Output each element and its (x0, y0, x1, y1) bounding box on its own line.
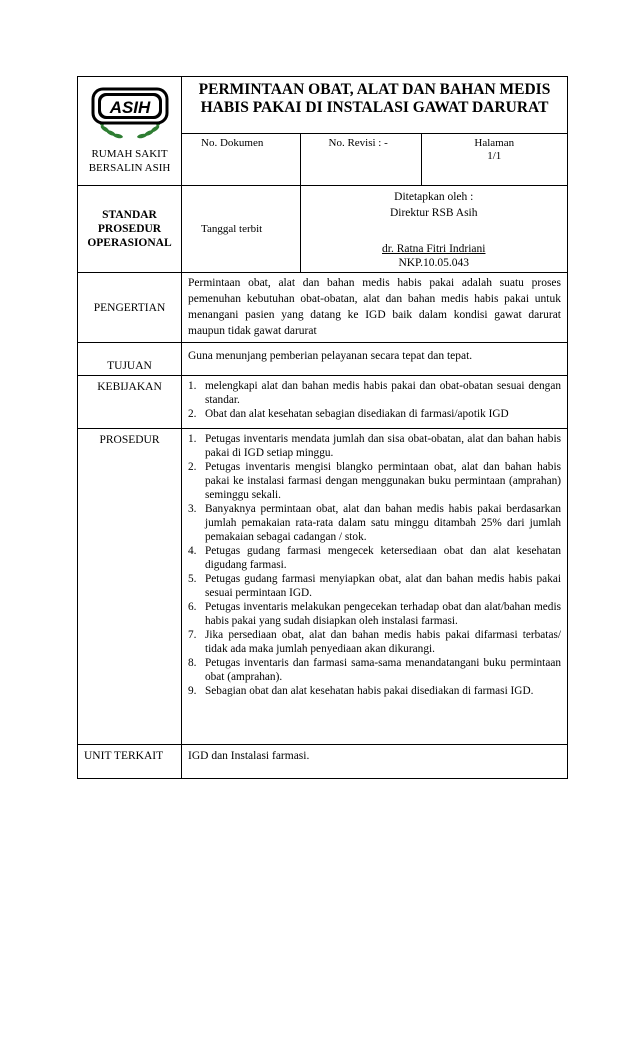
issuance-block (182, 186, 568, 273)
list-item: 6. Petugas inventaris melakukan pengecekan terhadap obat dan alat/bahan medis habis pakai yang sudah disiapkan oleh instalasi farmasi. (188, 601, 561, 627)
no-dokumen-label: No. Dokumen (201, 137, 264, 149)
direktur-label: Direktur RSB Asih (389, 207, 478, 219)
hospital-identity-cell (78, 77, 182, 186)
sop-line-2: PROSEDUR (97, 223, 162, 235)
sop-label-cell (78, 186, 182, 273)
list-item: 2. Obat dan alat kesehatan sebagian disediakan di farmasi/apotik IGD (188, 408, 509, 420)
signature-cell (300, 186, 567, 272)
document-title: PERMINTAAN OBAT, ALAT DAN BAHAN MEDIS HABIS PAKAI DI INSTALASI GAWAT DARURAT (198, 81, 551, 116)
org-line-1: RUMAH SAKIT (91, 148, 168, 160)
prosedur-label: PROSEDUR (78, 429, 182, 745)
kebijakan-label: KEBIJAKAN (78, 376, 182, 429)
signer-name: dr. Ratna Fitri Indriani (382, 243, 486, 255)
halaman-cell (421, 134, 567, 186)
document-info-row (182, 133, 567, 185)
unit-terkait-text: IGD dan Instalasi farmasi. (182, 745, 568, 779)
pengertian-text: Permintaan obat, alat dan bahan medis habis pakai adalah suatu proses pemenuhan kebutuhan obat-obatan, alat dan bahan medis habis pakai untuk menangani pasien yang datang ke IGD baik dalam kondisi gawat darurat maupun tidak gawat darurat (182, 273, 568, 343)
organization-name (78, 147, 181, 175)
tujuan-text: Guna menunjang pemberian pelayanan secara tepat dan tepat. (182, 343, 568, 376)
sop-document-table (77, 76, 568, 779)
signer-nkp: NKP.10.05.043 (398, 257, 470, 269)
halaman-value: 1/1 (487, 150, 502, 162)
kebijakan-cell (182, 376, 568, 429)
halaman-label: Halaman (474, 137, 515, 149)
svg-text:ASIH: ASIH (109, 98, 151, 117)
unit-terkait-label: UNIT TERKAIT (78, 745, 182, 779)
ditetapkan-label: Ditetapkan oleh : (394, 191, 474, 203)
kebijakan-list (188, 379, 561, 421)
title-block (182, 77, 568, 186)
org-line-2: BERSALIN ASIH (88, 162, 171, 174)
no-revisi-label: No. Revisi : - (300, 134, 421, 186)
list-item: 9. Sebagian obat dan alat kesehatan habis pakai disediakan di farmasi IGD. (188, 685, 534, 697)
sop-line-1: STANDAR (102, 209, 157, 221)
pengertian-label: PENGERTIAN (78, 273, 182, 343)
sop-line-3: OPERASIONAL (87, 237, 172, 249)
prosedur-list (188, 432, 561, 698)
list-item: 2. Petugas inventaris mengisi blangko permintaan obat, alat dan bahan habis pakai ke instalasi farmasi dengan menggunakan buku permintaan (amprahan) seminggu sekali. (188, 461, 561, 501)
prosedur-cell (182, 429, 568, 745)
tujuan-label: TUJUAN (78, 343, 182, 376)
hospital-logo (87, 83, 173, 141)
list-item: 5. Petugas gudang farmasi menyiapkan obat, alat dan bahan medis habis pakai sesuai permintaan IGD. (188, 573, 561, 599)
list-item: 3. Banyaknya permintaan obat, alat dan bahan medis habis pakai berdasarkan jumlah pemakaian rata-rata dalam satu minggu ditambah 25% dari jumlah pemakaian sebagai cadangan / stok. (188, 503, 561, 543)
list-item: 1. melengkapi alat dan bahan medis habis pakai dan obat-obatan sesuai dengan standar. (188, 380, 561, 406)
list-item: 8. Petugas inventaris dan farmasi sama-sama menandatangani buku permintaan obat (amprahan). (188, 657, 561, 683)
list-item: 4. Petugas gudang farmasi mengecek ketersediaan obat dan alat kesehatan digudang farmasi. (188, 545, 561, 571)
list-item: 7. Jika persediaan obat, alat dan bahan medis habis pakai difarmasi terbatas/ tidak ada maka jumlah penyediaan akan dikurangi. (188, 629, 561, 655)
list-item: 1. Petugas inventaris mendata jumlah dan sisa obat-obatan, alat dan bahan habis pakai di IGD setiap minggu. (188, 433, 561, 459)
tanggal-terbit-label: Tanggal terbit (201, 222, 263, 235)
